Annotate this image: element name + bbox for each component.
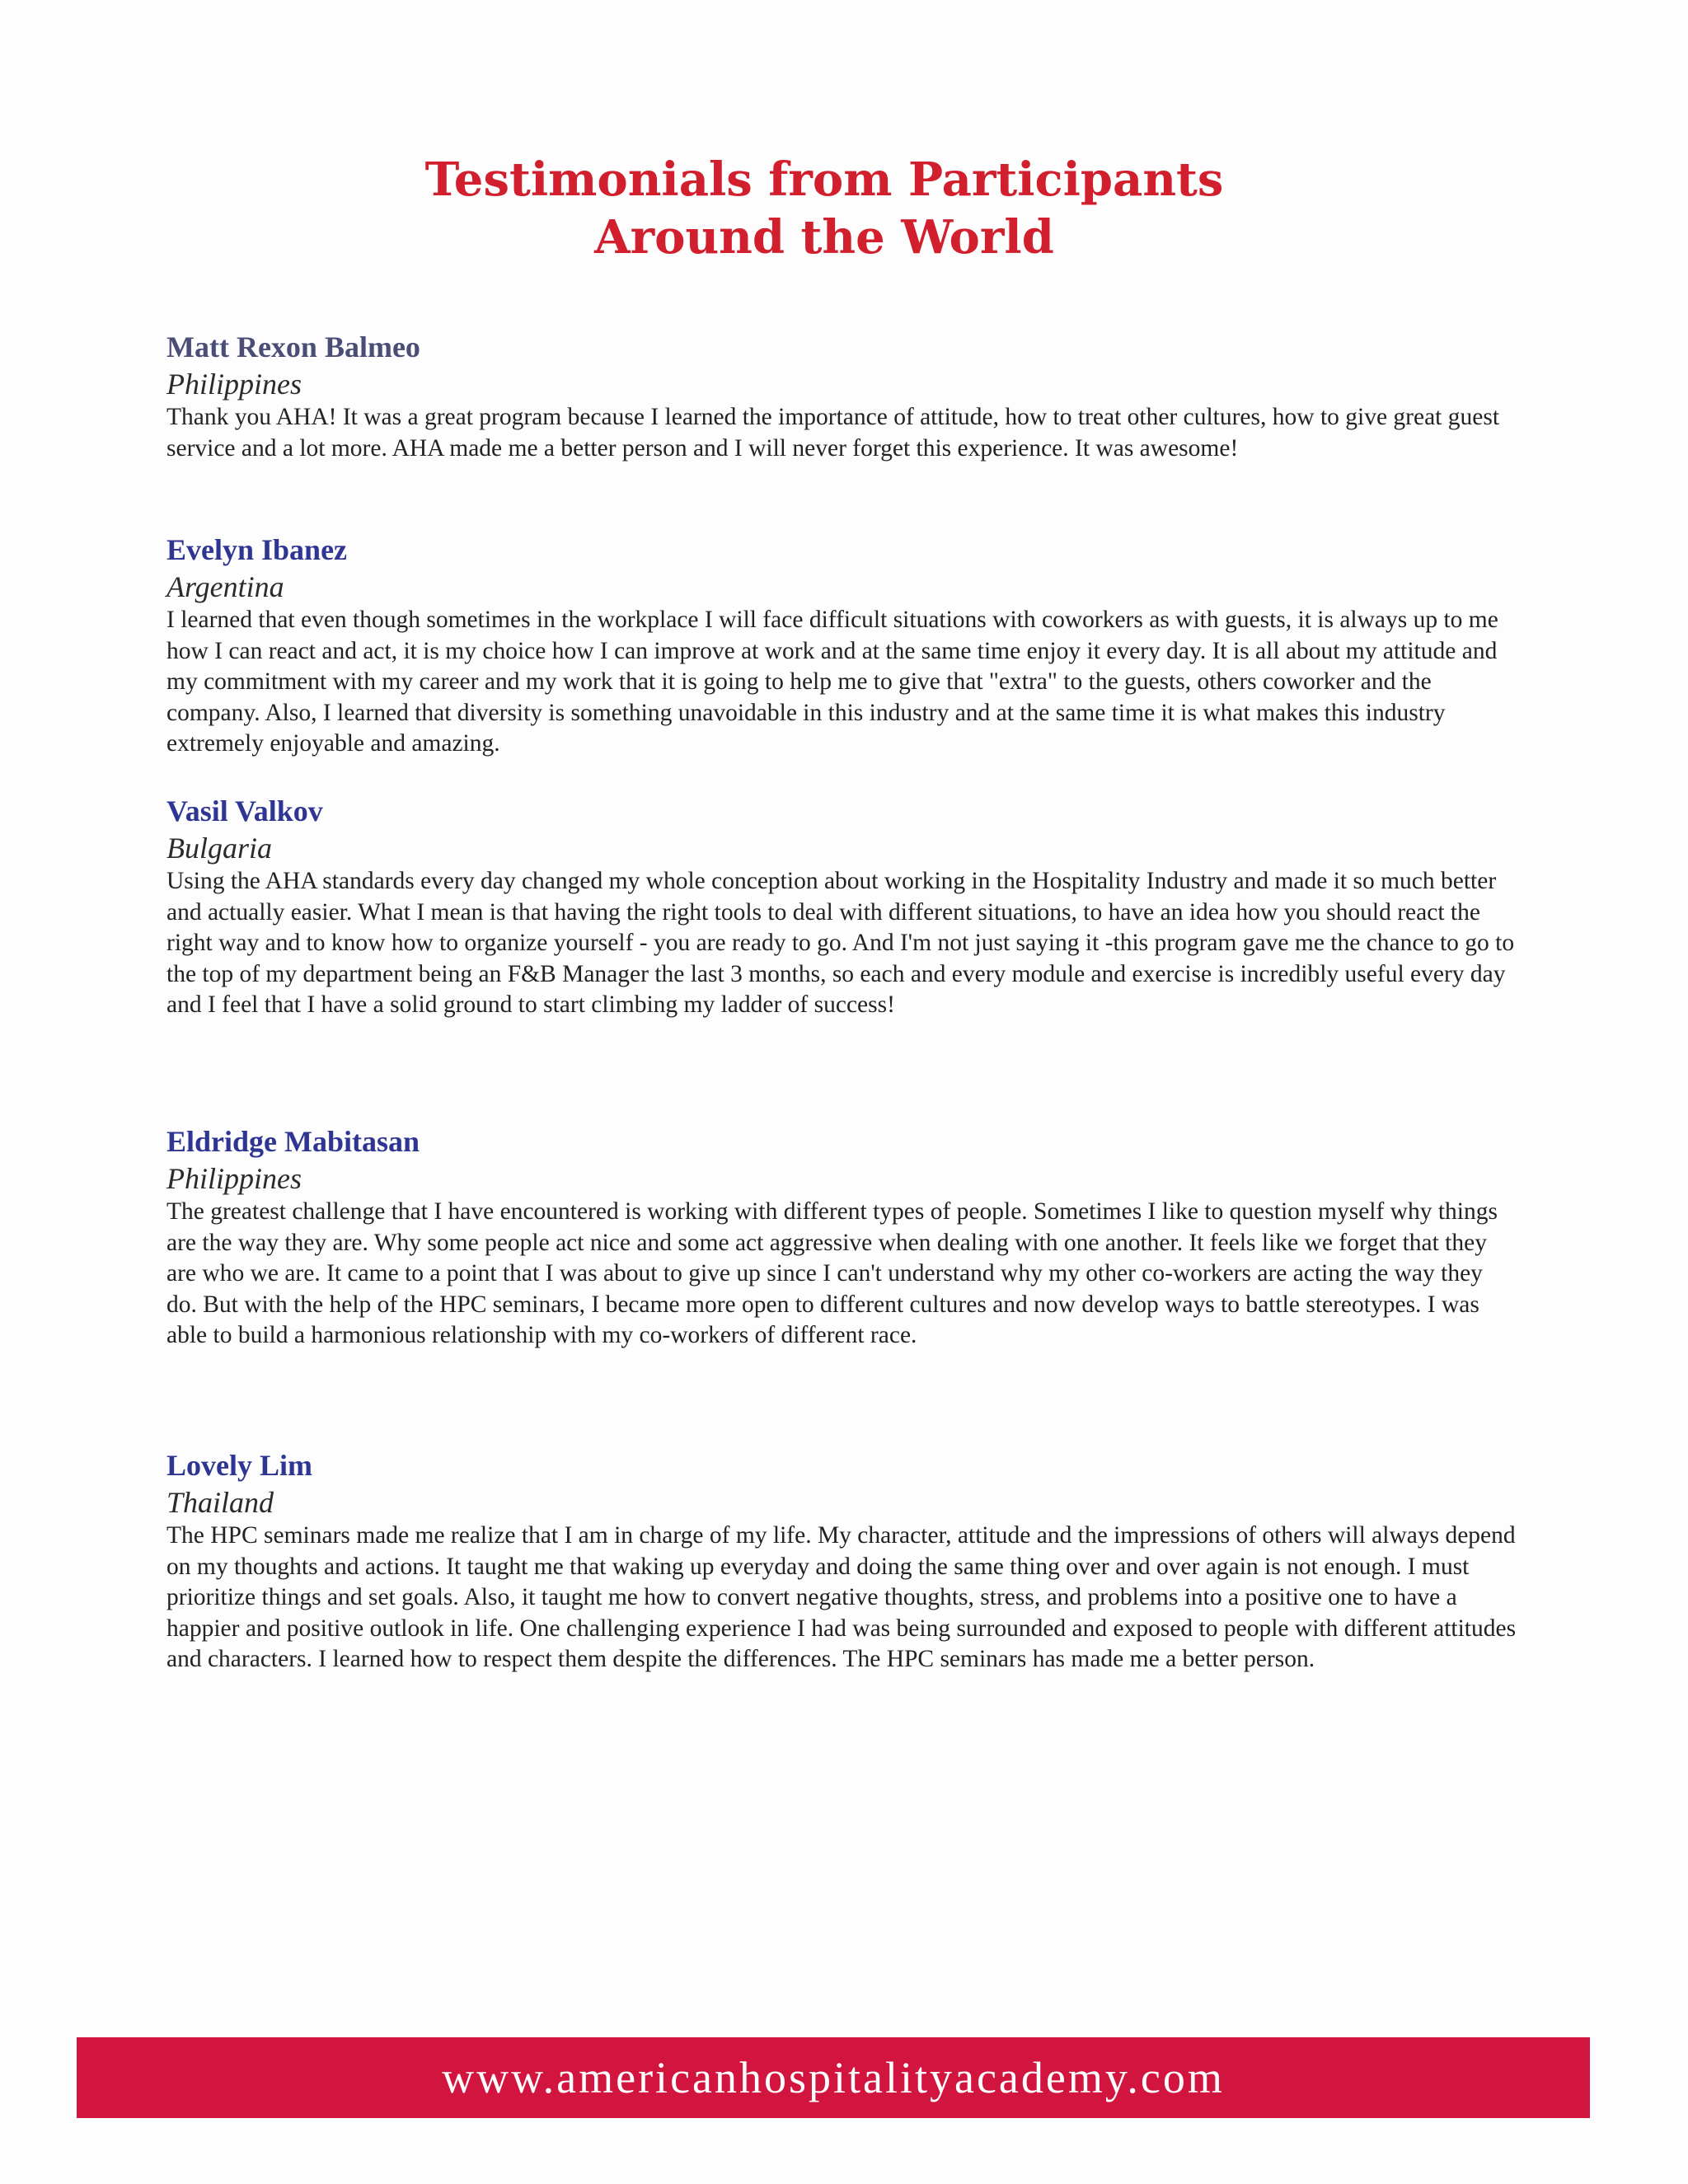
testimonial-text: I learned that even though sometimes in the workplace I will face difficult situations with coworkers as with guests, it is always up to me how I can react and act, it is my choice how I can improve at work and at the same time enjoy it every day. It is all about my attitude and my commitment with my career and my work that it is going to help me to give that "extra" to the guests, others coworker and the company. Also, I learned that diversity is something unavoidable in this industry and at the same time it is what makes this industry extremely enjoyable and amazing.	[166, 607, 1498, 757]
testimonial-text: Thank you AHA! It was a great program because I learned the importance of attitude, how to treat other cultures, how to give great guest service and a lot more. AHA made me a better person and I will never forget this experience. It was awesome!	[166, 404, 1500, 462]
testimonial-text: The HPC seminars made me realize that I am in charge of my life. My character, attitude and the impressions of others will always depend on my thoughts and actions. It taught me that waking up everyday and doing the same thing over and over again is not enough. I must prioritize things and set goals. Also, it taught me how to convert negative thoughts, stress, and problems into a positive one to have a happier and positive outlook in life. One challenging experience I had was being surrounded and exposed to people with different attitudes and characters. I learned how to respect them despite the differences. The HPC seminars has made me a better person.	[166, 1522, 1517, 1672]
testimonial-name: Lovely Lim	[166, 1449, 312, 1482]
testimonial-text: Using the AHA standards every day changed my whole conception about working in the Hospitality Industry and made it so much better and actually easier. What I mean is that having the right tools to deal with different situations, to have an idea how you should react the right way and to know how to organize yourself - you are ready to go. And I'm not just saying it -this program gave me the chance to go to the top of my department being an F&B Manager the last 3 months, so each and every module and exercise is incredibly useful every day and I feel that I have a solid ground to start climbing my ladder of success!	[166, 868, 1515, 1018]
testimonial-item	[166, 328, 1518, 464]
testimonial-country: Philippines	[166, 368, 302, 401]
testimonial-country: Philippines	[166, 1162, 302, 1195]
page-title-line1: Testimonials from Participants	[424, 152, 1224, 207]
testimonial-item	[166, 792, 1518, 1021]
testimonial-item	[166, 1446, 1518, 1675]
testimonial-name: Matt Rexon Balmeo	[166, 330, 420, 363]
footer-band	[77, 2037, 1590, 2118]
testimonial-country: Argentina	[166, 570, 284, 603]
testimonial-country: Bulgaria	[166, 832, 273, 865]
testimonial-item	[166, 1122, 1518, 1352]
website-link[interactable]: www.americanhospitalityacademy.com	[442, 2053, 1225, 2102]
page-title-line2: Around the World	[594, 209, 1054, 265]
testimonial-name: Evelyn Ibanez	[166, 533, 348, 566]
testimonial-country: Thailand	[166, 1486, 274, 1519]
testimonial-item	[166, 531, 1518, 760]
testimonial-text: The greatest challenge that I have encountered is working with different types of people. Sometimes I like to question myself why things are the way they are. Why some people act nice and some act aggressive when dealing with one another. It feels like we forget that they are who we are. It came to a point that I was about to give up since I can't understand why my other co-workers are acting the way they do. But with the help of the HPC seminars, I became more open to different cultures and now develop ways to battle stereotypes. I was able to build a harmonious relationship with my co-workers of different race.	[166, 1198, 1498, 1348]
page-title	[0, 151, 1648, 266]
testimonial-name: Eldridge Mabitasan	[166, 1125, 420, 1158]
testimonial-name: Vasil Valkov	[166, 794, 323, 827]
